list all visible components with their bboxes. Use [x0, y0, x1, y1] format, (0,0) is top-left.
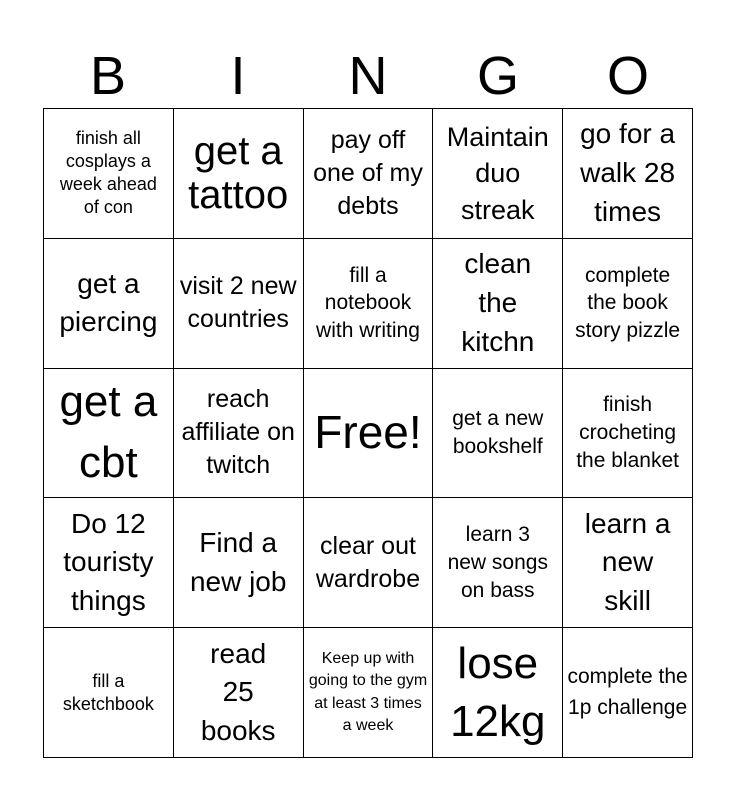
cell-text: go for a walk 28 times — [580, 118, 676, 227]
bingo-cell[interactable] — [433, 109, 563, 239]
bingo-cell[interactable] — [304, 239, 434, 369]
header-letter-i: I — [230, 46, 246, 106]
bingo-header — [43, 44, 693, 108]
bingo-cell[interactable] — [433, 239, 563, 369]
bingo-cell[interactable] — [563, 628, 693, 758]
bingo-cell[interactable] — [304, 498, 434, 628]
cell-text: Find a new job — [189, 527, 287, 597]
cell-text: complete the book story pizzle — [575, 263, 681, 343]
header-letter-n: N — [348, 46, 388, 106]
header-letter-o: O — [606, 46, 649, 106]
cell-text: clean the kitchn — [461, 248, 535, 357]
cell-text: Keep up with going to the gym at least 3 times a week — [308, 649, 428, 734]
cell-text: clear out wardrobe — [315, 531, 421, 593]
cell-text: lose 12kg — [450, 638, 546, 746]
header-letter-g: G — [476, 46, 519, 106]
bingo-cell[interactable] — [563, 498, 693, 628]
bingo-cell[interactable] — [174, 498, 304, 628]
cell-text: fill a notebook with writing — [316, 263, 420, 343]
cell-text: pay off one of my debts — [313, 125, 423, 220]
bingo-cell[interactable] — [563, 109, 693, 239]
cell-text: learn 3 new songs on bass — [447, 523, 548, 602]
bingo-cell[interactable] — [433, 498, 563, 628]
bingo-cell[interactable] — [433, 369, 563, 499]
bingo-grid — [43, 108, 693, 758]
cell-text: get a cbt — [59, 377, 158, 487]
bingo-cell[interactable] — [44, 498, 174, 628]
cell-text: reach affiliate on twitch — [181, 385, 295, 480]
bingo-cell[interactable] — [304, 628, 434, 758]
bingo-cell[interactable] — [174, 239, 304, 369]
bingo-cell[interactable] — [174, 628, 304, 758]
bingo-cell[interactable] — [44, 628, 174, 758]
cell-text: get a piercing — [59, 267, 158, 338]
bingo-cell[interactable] — [44, 109, 174, 239]
bingo-cell[interactable] — [563, 369, 693, 499]
free-space-text: Free! — [314, 406, 422, 459]
bingo-cell[interactable] — [304, 109, 434, 239]
cell-text: complete the 1p challenge — [567, 665, 688, 719]
header-letter-b: B — [89, 46, 127, 106]
cell-text: finish crocheting the blanket — [576, 393, 679, 472]
cell-text: finish all cosplays a week ahead of con — [59, 128, 157, 218]
bingo-cell[interactable] — [174, 109, 304, 239]
cell-text: Do 12 touristy things — [63, 507, 154, 617]
cell-text: Maintain duo streak — [446, 121, 549, 225]
cell-text: visit 2 new countries — [179, 272, 297, 334]
free-space[interactable] — [304, 369, 434, 499]
bingo-cell[interactable] — [563, 239, 693, 369]
cell-text: learn a new skill — [584, 507, 671, 617]
cell-text: read 25 books — [200, 637, 276, 746]
cell-text: get a tattoo — [188, 129, 289, 218]
bingo-cell[interactable] — [44, 369, 174, 499]
bingo-cell[interactable] — [433, 628, 563, 758]
bingo-cell[interactable] — [44, 239, 174, 369]
bingo-cell[interactable] — [174, 369, 304, 499]
cell-text: fill a sketchbook — [62, 670, 154, 714]
cell-text: get a new bookshelf — [452, 407, 544, 458]
